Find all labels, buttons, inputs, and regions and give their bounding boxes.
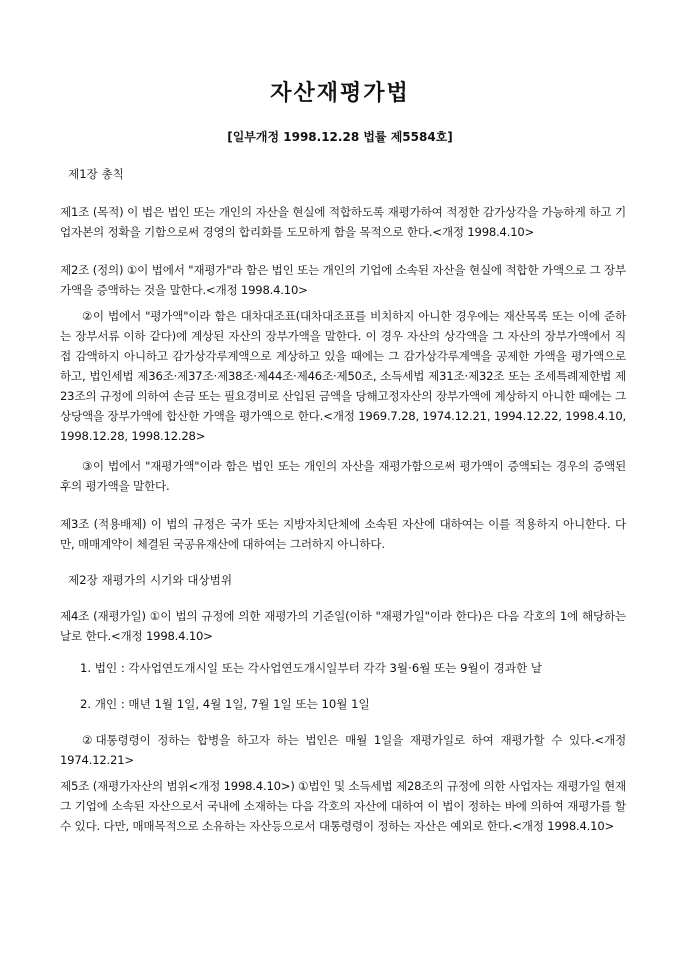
article-4-clause-2: ②대통령령이 정하는 합병을 하고자 하는 법인은 매월 1일을 재평가일로 하여 재평가할 수 있다.<개정 1974.12.21> (60, 733, 626, 767)
article-4-item-1: 1. 법인 : 각사업연도개시일 또는 각사업연도개시일부터 각각 3월·6월 또는 9월이 경과한 날 (80, 661, 543, 675)
document-title: 자산재평가법 (270, 80, 410, 106)
article-3: 제3조 (적용배제) 이 법의 규정은 국가 또는 지방자치단체에 소속된 자산에 대하여는 이를 적용하지 아니한다. 다만, 매매계약이 체결된 국공유재산에 대하여는 그러하지 아니하다. (60, 517, 626, 551)
article-1: 제1조 (목적) 이 법은 법인 또는 개인의 자산을 현실에 적합하도록 재평가하여 적정한 감가상각을 가능하게 하고 기업자본의 정확을 기함으로써 경영의 합리화를 도모하게 함을 목적으로 한다.<개정 1998.4.10> (60, 205, 626, 239)
article-2-clause-3: ③이 법에서 "재평가액"이라 함은 법인 또는 개인의 자산을 재평가함으로써 평가액이 증액되는 경우의 증액된 후의 평가액을 말한다. (60, 459, 626, 493)
chapter-2-heading: 제2장 재평가의 시기와 대상범위 (68, 573, 233, 587)
article-5: 제5조 (재평가자산의 범위<개정 1998.4.10>) ①법인 및 소득세법 제28조의 규정에 의한 사업자는 재평가일 현재 그 기업에 소속된 자산으로서 국내에 소재하는 다음 각호의 자산에 대하여 이 법이 정하는 바에 의하여 재평가를 할 수 있다. 다만, 매매목적으로 소유하는 자산등으로서 대통령령이 정하는 자산은 예외로 한다.<개정 1998.4.10> (60, 779, 626, 833)
article-2-clause-2: ②이 법에서 "평가액"이라 함은 대차대조표(대차대조표를 비치하지 아니한 경우에는 재산목록 또는 이에 준하는 장부서류 이하 같다)에 계상된 자산의 장부가액을 말한다. 이 경우 자산의 상각액을 그 자산의 장부가액에서 직접 감액하지 아니하고 감가상각루계액으로 계상하고 있을 때에는 그 감가상각루계액을 공제한 가액을 평가액으로 하고, 법인세법 제36조·제37조·제38조·제44조·제46조·제50조, 소득세법 제31조·제32조 또는 조세특례제한법 제23조의 규정에 의하여 손금 또는 필요경비로 산입된 금액을 당해고정자산의 장부가액에 계상하지 아니한 때에는 그 상당액을 장부가액에 합산한 가액을 평가액으로 한다.<개정 1969.7.28, 1974.12.21, 1994.12.22, 1998.4.10, 1998.12.28, 1998.12.28> (60, 309, 626, 443)
revision-note: [일부개정 1998.12.28 법률 제5584호] (227, 130, 453, 144)
article-2-clause-1: 제2조 (정의) ①이 법에서 "재평가"라 함은 법인 또는 개인의 기업에 소속된 자산을 현실에 적합한 가액으로 그 장부가액을 증액하는 것을 말한다.<개정 1998.4.10> (60, 263, 626, 297)
chapter-1-heading: 제1장 총칙 (68, 167, 124, 181)
article-4-clause-1: 제4조 (재평가일) ①이 법의 규정에 의한 재평가의 기준일(이하 "재평가일"이라 한다)은 다음 각호의 1에 해당하는 날로 한다.<개정 1998.4.10> (60, 609, 626, 643)
article-4-item-2: 2. 개인 : 매년 1월 1일, 4월 1일, 7월 1일 또는 10월 1일 (80, 697, 370, 711)
